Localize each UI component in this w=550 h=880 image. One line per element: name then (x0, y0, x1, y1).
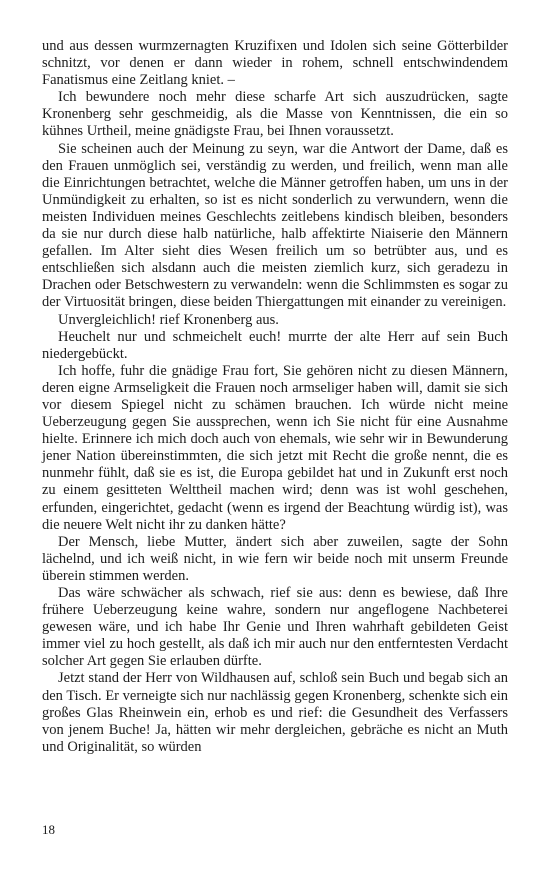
paragraph-5: Heuchelt nur und schmeichelt euch! murrte der alte Herr auf sein Buch niedergebückt. (42, 328, 508, 362)
paragraph-4: Unvergleichlich! rief Kronenberg aus. (58, 311, 279, 328)
paragraph-7: Der Mensch, liebe Mutter, ändert sich aber zuweilen, sagte der Sohn lächelnd, und ich weiß nicht, in wie fern wir beide noch mit unserm Freunde überein stimmen werden. (42, 533, 508, 584)
paragraph-6: Ich hoffe, fuhr die gnädige Frau fort, Sie gehören nicht zu diesen Männern, deren eigne Armseligkeit die Frauen noch armseliger haben will, damit sie sich vor diesem Spiegel nicht zu schämen brauchen. Ich würde nicht meine Ueberzeugung gegen Sie aussprechen, wenn ich Sie nicht für eine Ausnahme hielte. Erinnere ich mich doch auch von ehemals, wie sehr wir in Bewunderung jener Nation übereinstimmten, die sich jetzt mit Recht die große nennt, die es nunmehr fühlt, daß sie es ist, die Europa gebildet hat und in Zukunft erst noch zu einem gesitteten Welttheil machen wird; denn was ist wohl geschehen, erfunden, eingerichtet, gedacht (wenn es irgend der Beachtung würdig ist), was die neuere Welt nicht ihr zu danken hätte? (42, 362, 508, 533)
paragraph-1: und aus dessen wurmzernagten Kruzifixen und Idolen sich seine Götterbilder schnitzt, vor denen er dann wieder in rohem, schnell entschwindendem Fanatismus eine Zeitlang kniet. – (42, 38, 508, 89)
page-body (42, 38, 508, 756)
page-number: 18 (42, 822, 55, 837)
paragraph-8: Das wäre schwächer als schwach, rief sie aus: denn es bewiese, daß Ihre frühere Ueberzeugung keine wahre, sondern nur angeflogene Nachbeterei gewesen wäre, und ich habe Ihr Genie und Ihren wahrhaft gebildeten Geist immer viel zu hoch gestellt, als daß ich mir auch nur den entferntesten Verdacht solcher Art gegen Sie erlauben dürfte. (42, 585, 508, 670)
paragraph-9: Jetzt stand der Herr von Wildhausen auf, schloß sein Buch und begab sich an den Tisch. Er verneigte sich nur nachlässig gegen Kronenberg, schenkte sich ein großes Glas Rheinwein ein, erhob es und rief: die Gesundheit des Verfassers von jenem Buche! Ja, hätten wir mehr dergleichen, gebräche es nicht an Muth und Originalität, so würden (42, 670, 508, 755)
paragraph-2: Ich bewundere noch mehr diese scharfe Art sich auszudrücken, sagte Kronenberg sehr geschmeidig, als die Masse von Kenntnissen, die ein so kühnes Urtheil, meine gnädigste Frau, bei Ihnen voraussetzt. (42, 89, 508, 140)
paragraph-3: Sie scheinen auch der Meinung zu seyn, war die Antwort der Dame, daß es den Frauen unmöglich sei, verständig zu werden, und freilich, wenn man alle die Einrichtungen betrachtet, welche die Männer getroffen haben, um uns in der Unmündigkeit zu erhalten, so ist es nicht sonderlich zu verwundern, wenn die meisten Individuen meines Geschlechts zeitlebens kindisch bleiben, besonders da sie nur durch diese halb natürliche, halb affektirte Niaiserie den Männern gefallen. Im Alter sieht dies Wesen freilich um so betrübter aus, und es entschließen sich alsdann auch die meisten ziemlich kurz, sich geradezu in Drachen oder Betschwestern zu verwandeln: wenn die Schlimmsten es sogar zu der Virtuosität bringen, diese beiden Thiergattungen mit einander zu vereinigen. (42, 140, 508, 311)
